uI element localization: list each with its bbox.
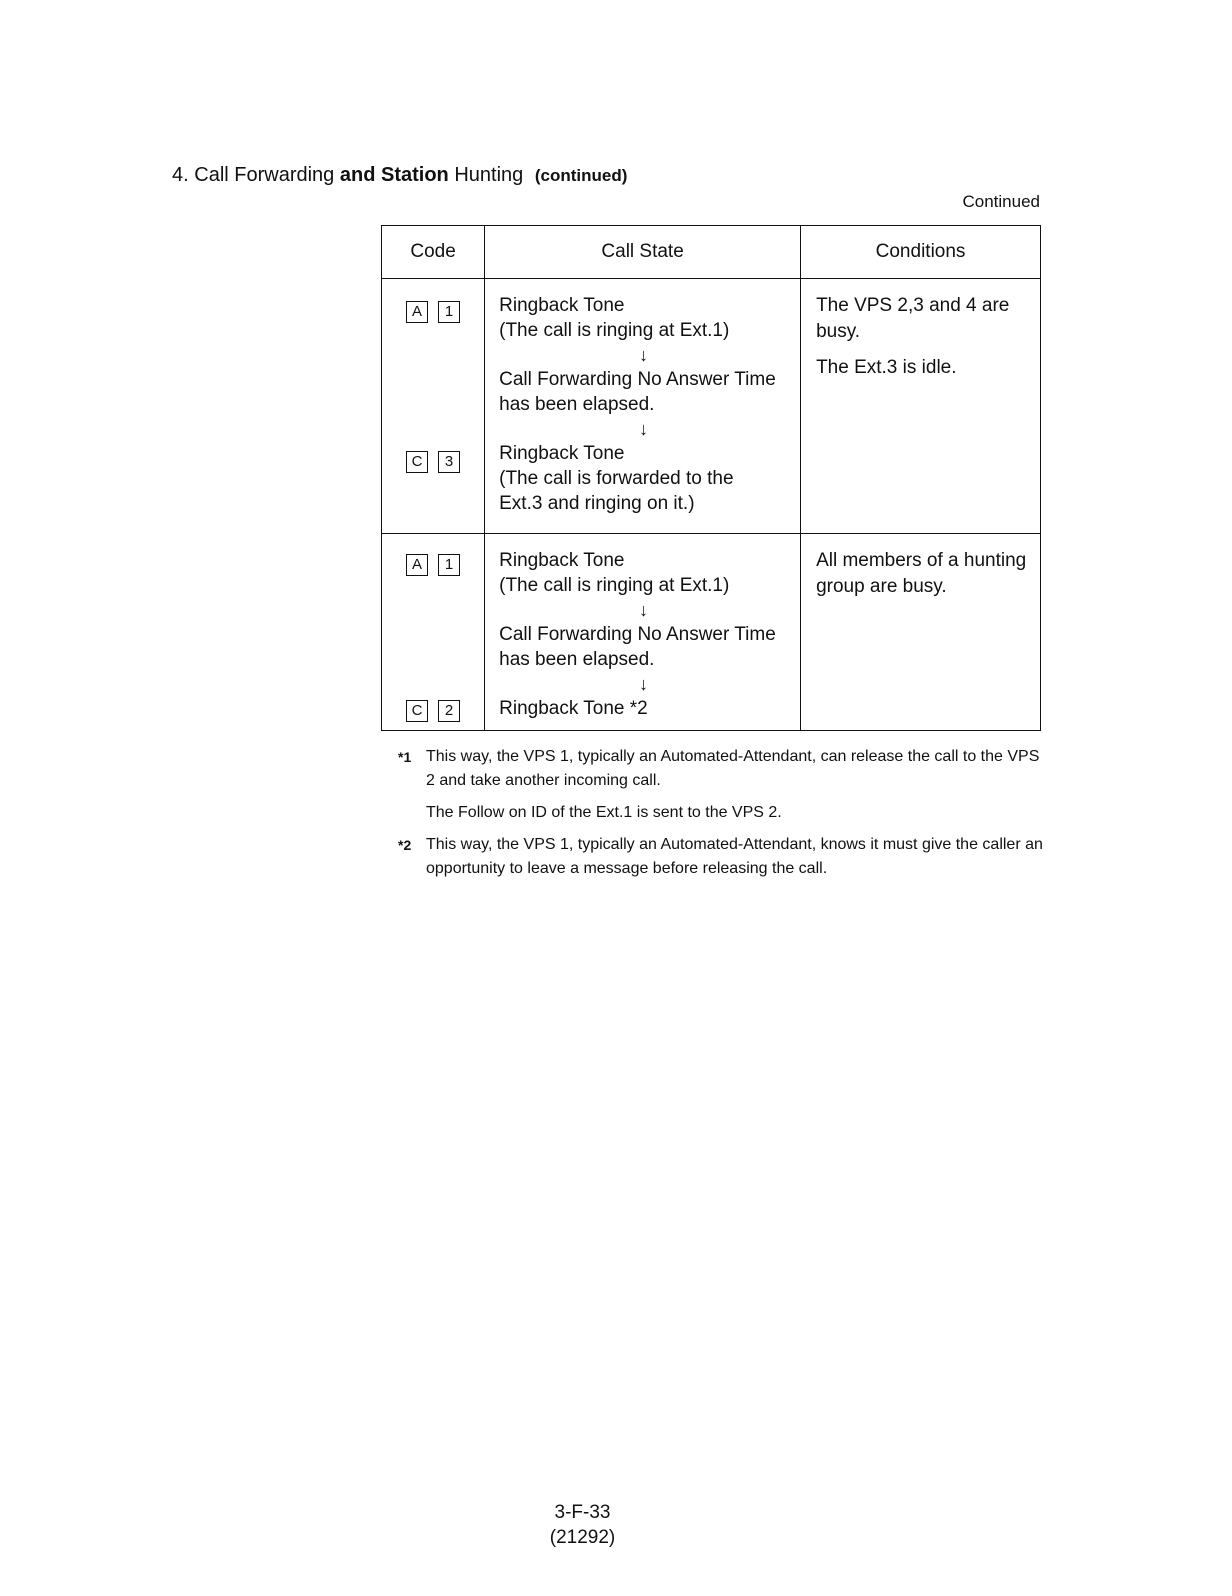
header-conditions: Conditions: [801, 226, 1041, 279]
code-cell: [382, 534, 485, 731]
call-state-cell: [485, 534, 801, 731]
state-line: (The call is ringing at Ext.1): [499, 575, 730, 596]
footnote-text: This way, the VPS 1, typically an Automated-Attendant, can release the call to the VPS 2 and take another incoming call.: [426, 748, 1040, 789]
code-key: A: [406, 554, 428, 576]
code-key-pair: [406, 700, 460, 722]
down-arrow-icon: ↓: [639, 419, 649, 439]
section-title-part1: Call Forwarding: [194, 164, 335, 186]
state-line: Ext.3 and ringing on it.): [499, 493, 695, 514]
state-line: Call Forwarding No Answer Time: [499, 624, 776, 645]
code-key: C: [406, 700, 428, 722]
code-key: 3: [438, 451, 460, 473]
footnote: [398, 745, 1048, 825]
state-line: (The call is forwarded to the: [499, 468, 734, 489]
down-arrow-icon: ↓: [639, 345, 649, 365]
conditions-cell: [801, 534, 1041, 731]
condition-text: The Ext.3 is idle.: [816, 357, 957, 378]
code-key-pair: [406, 554, 460, 576]
section-continued: (continued): [534, 166, 628, 185]
state-line: Ringback Tone: [499, 295, 625, 316]
code-key: 1: [438, 301, 460, 323]
state-line: Ringback Tone: [499, 550, 625, 571]
code-key: 2: [438, 700, 460, 722]
code-key: C: [406, 451, 428, 473]
page-footer: [500, 1500, 665, 1550]
header-call-state: Call State: [485, 226, 801, 279]
footnote-mark: *1: [398, 749, 412, 765]
down-arrow-icon: ↓: [639, 600, 649, 620]
table-row: [382, 534, 1041, 731]
footnote-text: This way, the VPS 1, typically an Automated-Attendant, knows it must give the caller an opportunity to leave a message before releasing the call.: [426, 836, 1043, 877]
state-line: Call Forwarding No Answer Time: [499, 369, 776, 390]
state-line: has been elapsed.: [499, 394, 655, 415]
state-line: Ringback Tone: [499, 443, 625, 464]
condition-text: All members of a hunting group are busy.: [816, 550, 1027, 597]
call-state-table: [381, 225, 1041, 731]
code-key: 1: [438, 554, 460, 576]
header-code: Code: [382, 226, 485, 279]
state-line: (The call is ringing at Ext.1): [499, 320, 730, 341]
call-state-cell: [485, 279, 801, 534]
section-number: 4.: [172, 164, 189, 186]
code-cell: [382, 279, 485, 534]
page-number: 3-F-33: [554, 1502, 611, 1523]
table-header-row: [382, 226, 1041, 279]
code-key: A: [406, 301, 428, 323]
footnote-text: The Follow on ID of the Ext.1 is sent to the VPS 2.: [426, 804, 782, 821]
section-heading: [172, 164, 627, 187]
footnote: [398, 833, 1048, 881]
footnote-mark: *2: [398, 837, 412, 853]
continued-label: Continued: [962, 192, 1040, 211]
code-key-pair: [406, 451, 460, 473]
section-title-part3: Hunting: [454, 164, 524, 186]
table-row: [382, 279, 1041, 534]
condition-text: The VPS 2,3 and 4 are busy.: [816, 295, 1010, 342]
down-arrow-icon: ↓: [639, 674, 649, 694]
state-line: has been elapsed.: [499, 649, 655, 670]
footnotes: [398, 745, 1048, 889]
state-line: Ringback Tone *2: [499, 698, 648, 719]
code-key-pair: [406, 301, 460, 323]
document-code: (21292): [549, 1527, 616, 1548]
section-title-part2: and Station: [339, 164, 449, 186]
conditions-cell: [801, 279, 1041, 534]
